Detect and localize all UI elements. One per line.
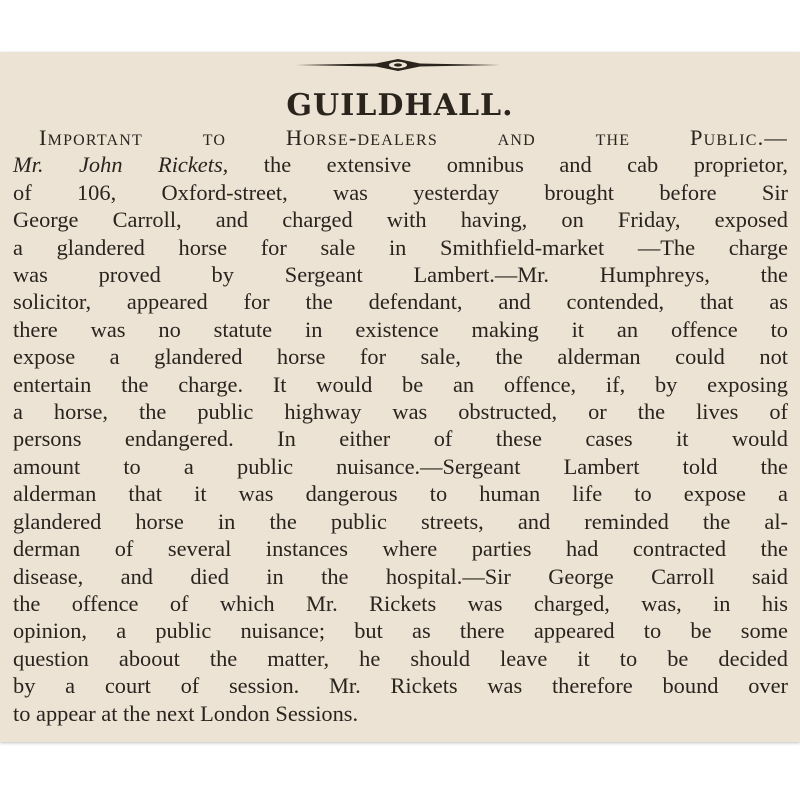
article-line xyxy=(13,151,788,178)
article-line: the offence of which Mr. Rickets was charged, was, in his xyxy=(13,590,788,616)
article-line: opinion, a public nuisance; but as there appeared to be some xyxy=(13,618,788,644)
article-line: to appear at the next London Sessions. xyxy=(13,700,359,726)
article-line: glandered horse in the public streets, and reminded the al- xyxy=(13,508,788,534)
article-line: of 106, Oxford-street, was yesterday brought before Sir xyxy=(13,179,788,205)
headline-rule-ornament xyxy=(296,58,500,72)
article-line: derman of several instances where parties had contracted the xyxy=(13,536,788,562)
article-line: expose a glandered horse for sale, the alderman could not xyxy=(13,344,788,370)
article-line-text: the extensive omnibus and cab proprietor, xyxy=(228,152,788,178)
article-line: by a court of session. Mr. Rickets was therefore bound over xyxy=(13,673,788,699)
article-headline: GUILDHALL. xyxy=(286,88,514,123)
article-line: entertain the charge. It would be an offence, if, by exposing xyxy=(13,371,788,397)
article-line: persons endangered. In either of these cases it would xyxy=(13,426,788,452)
article-line: alderman that it was dangerous to human life to expose a xyxy=(13,481,788,507)
article-line: was proved by Sergeant Lambert.—Mr. Humphreys, the xyxy=(13,262,788,288)
article-line: a horse, the public highway was obstructed, or the lives of xyxy=(13,399,788,425)
article-body xyxy=(13,124,788,727)
article-line: question aboout the matter, he should leave it to be decided xyxy=(13,645,788,671)
article-line: amount to a public nuisance.—Sergeant Lambert told the xyxy=(13,453,788,479)
article-line: solicitor, appeared for the defendant, and contended, that as xyxy=(13,289,788,315)
newspaper-clipping xyxy=(0,52,800,742)
article-line xyxy=(13,124,788,151)
article-line: George Carroll, and charged with having, on Friday, exposed xyxy=(13,207,788,233)
article-line: there was no statute in existence making it an offence to xyxy=(13,316,788,342)
intro-heading: Important to Horse-dealers and the Public.— xyxy=(39,125,788,150)
article-line: a glandered horse for sale in Smithfield-market —The charge xyxy=(13,234,788,260)
article-line: disease, and died in the hospital.—Sir George Carroll said xyxy=(13,563,788,589)
defendant-name: Mr. John Rickets, xyxy=(13,152,229,178)
